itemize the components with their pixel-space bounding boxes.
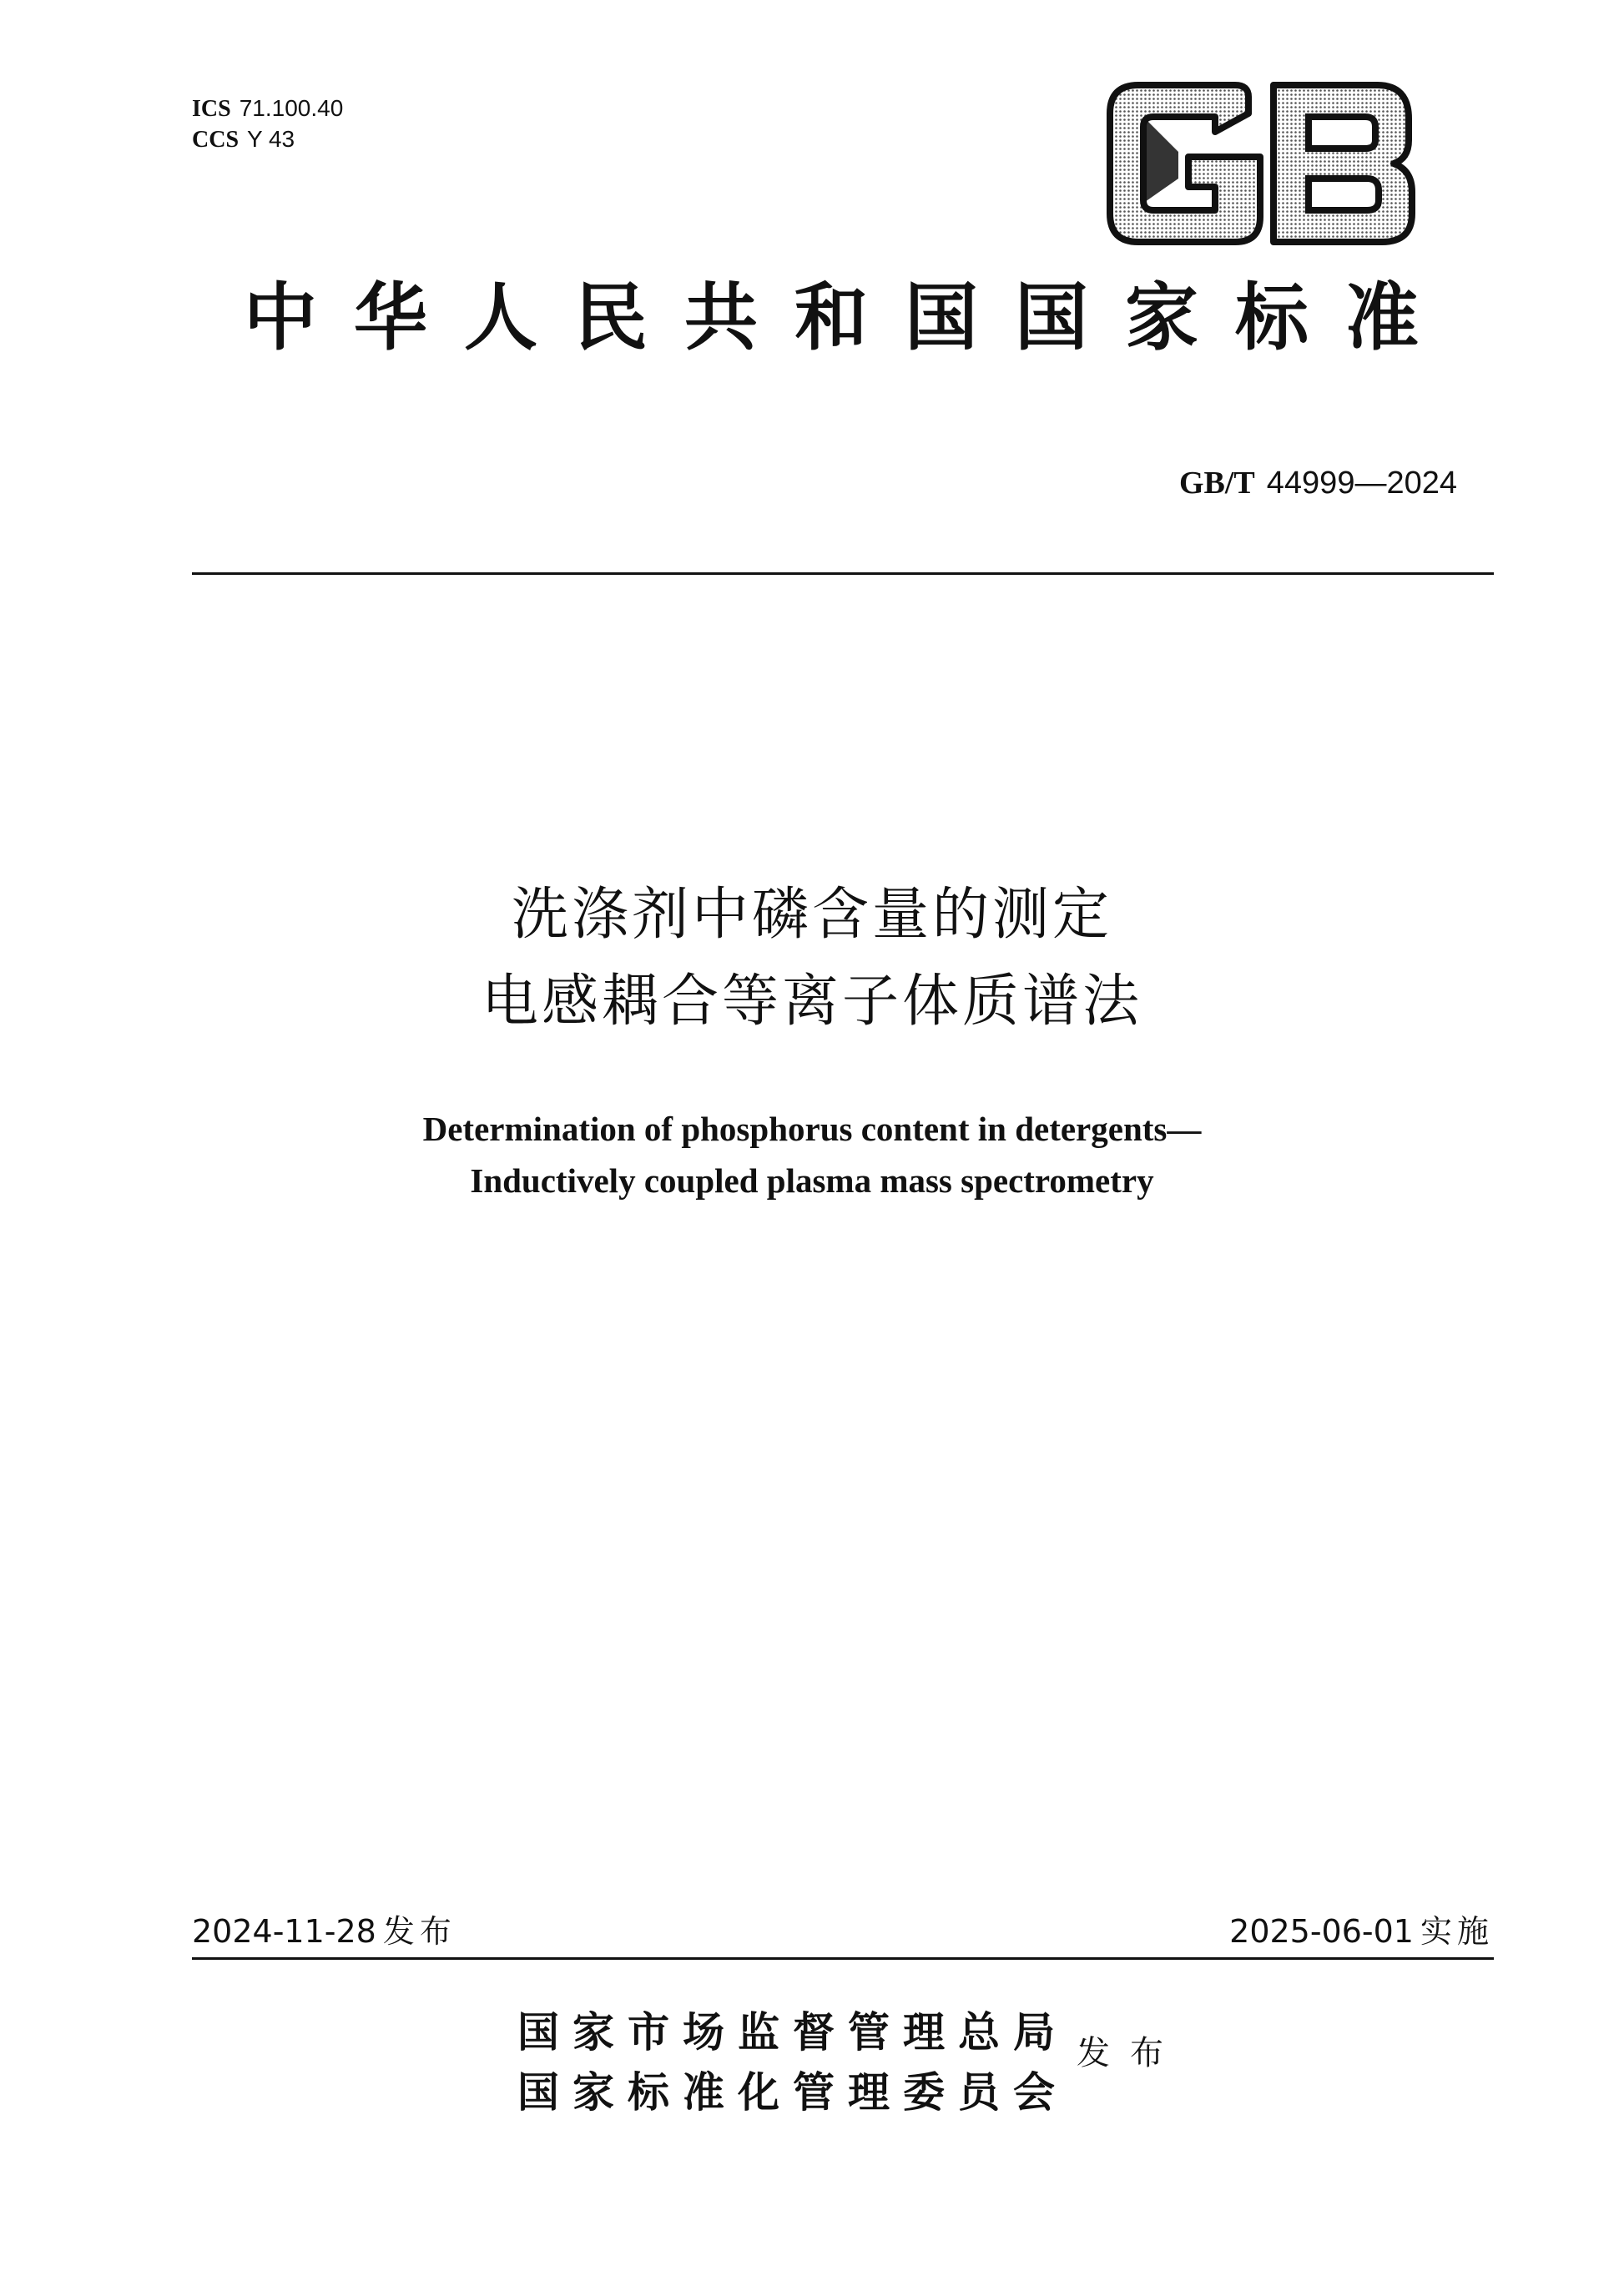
standard-number <box>1179 463 1457 503</box>
ics-label: ICS <box>192 96 231 122</box>
ccs-label: CCS <box>192 127 240 153</box>
chinese-title <box>0 872 1624 1045</box>
issuer-1: 国家市场监督管理总局 <box>517 2007 1068 2057</box>
gb-logo-icon <box>1102 80 1419 247</box>
english-title-line-1: Determination of phosphorus content in detergents— <box>422 1110 1202 1148</box>
issue-date-value: 2024-11-28 <box>192 1913 376 1950</box>
standard-number-prefix: GB/T <box>1178 466 1255 501</box>
implementation-date-label: 实施 <box>1420 1913 1494 1950</box>
header-divider <box>192 572 1494 575</box>
chinese-title-line-2: 电感耦合等离子体质谱法 <box>481 969 1142 1035</box>
issuer-2: 国家标准化管理委员会 <box>517 2067 1068 2117</box>
ics-code <box>192 93 343 124</box>
english-title-line-2: Inductively coupled plasma mass spectrometry <box>470 1161 1154 1200</box>
issuing-authorities <box>517 2002 1068 2122</box>
issue-date-label: 发布 <box>382 1913 456 1950</box>
publish-label: 发布 <box>1077 2034 1183 2072</box>
issue-date <box>192 1911 456 1952</box>
footer-divider <box>192 1957 1494 1960</box>
ics-value: 71.100.40 <box>239 95 344 121</box>
ccs-value: Y 43 <box>247 126 295 152</box>
implementation-date-value: 2025-06-01 <box>1229 1913 1414 1950</box>
implementation-date <box>1229 1911 1494 1952</box>
classification-codes <box>192 93 343 155</box>
chinese-title-line-1: 洗涤剂中磷含量的测定 <box>511 882 1112 948</box>
national-standard-title: 中华人民共和国国家标准 <box>243 274 1455 360</box>
ccs-code <box>192 124 343 155</box>
standard-number-value: 44999—2024 <box>1266 466 1457 501</box>
english-title <box>0 1103 1624 1206</box>
